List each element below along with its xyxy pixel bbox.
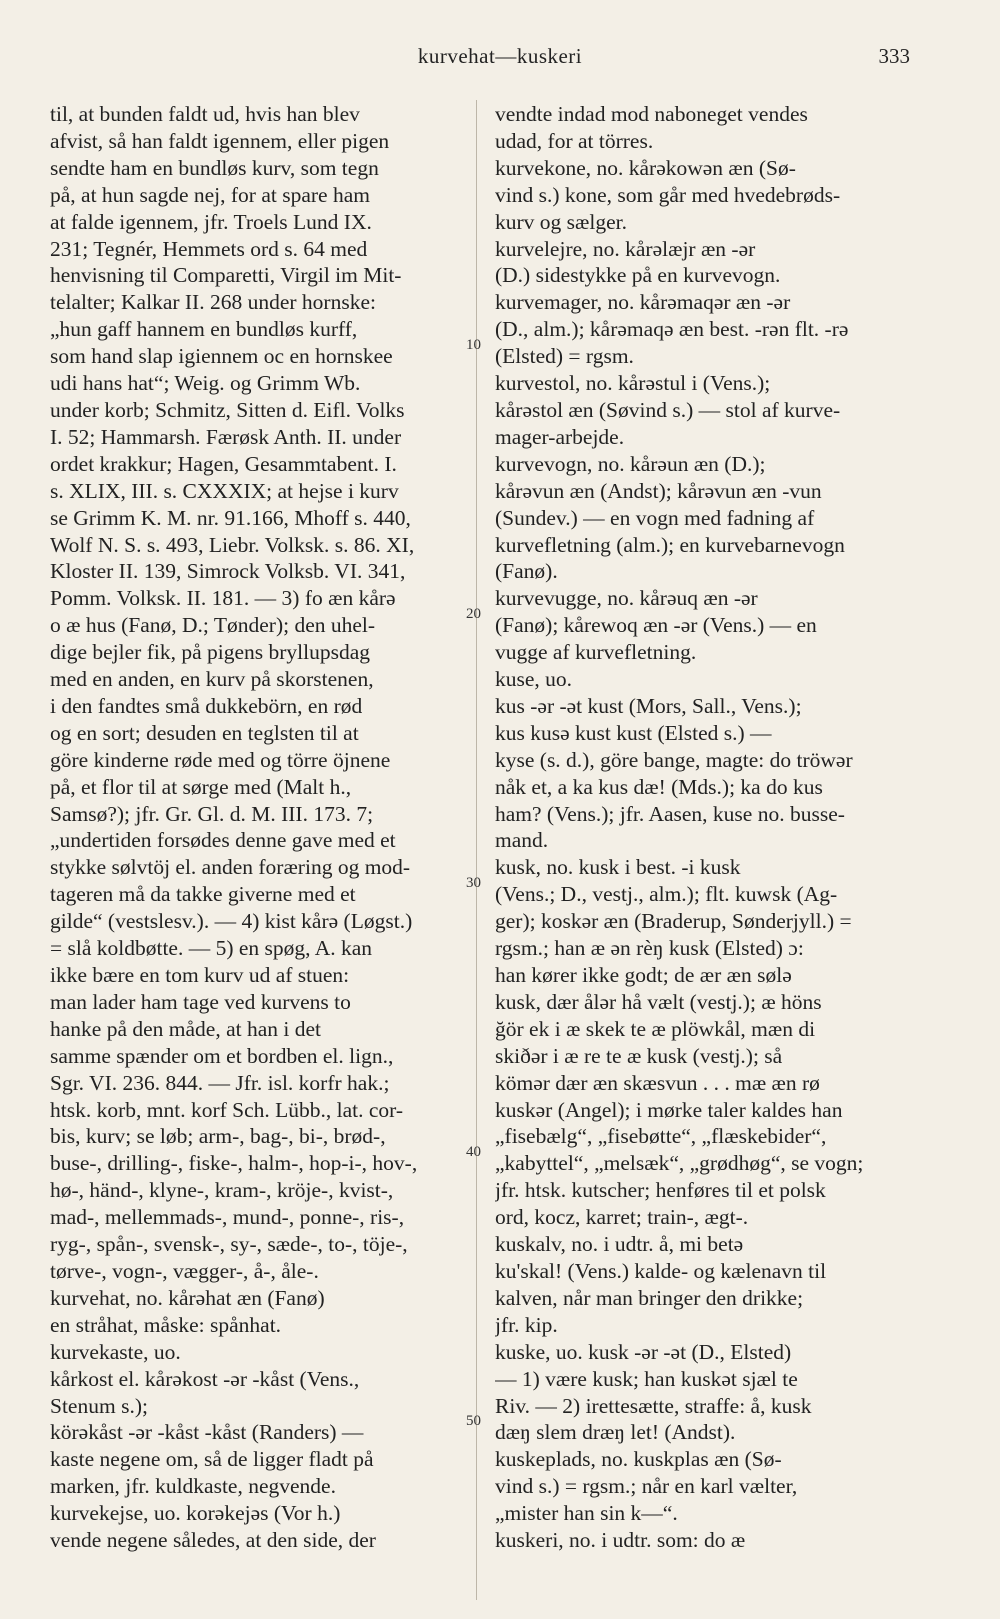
text-line: körəkåst -ər -kåst -kåst (Randers) — xyxy=(50,1420,364,1445)
text-line: (Fanø). xyxy=(495,559,558,584)
text-line: kuse, uo. xyxy=(495,667,573,692)
text-line: vugge af kurvefletning. xyxy=(495,640,697,665)
text-line: tageren må da takke giverne med et xyxy=(50,882,356,907)
text-line: nåk et, a ka kus dæ! (Mds.); ka do kus xyxy=(495,774,823,799)
text-line: (Fanø); kårewoq æn -ər (Vens.) — en xyxy=(495,613,817,638)
text-line: „mister han sin k—“. xyxy=(495,1501,678,1526)
text-line: mad-, mellemmads-, mund-, ponne-, ris-, xyxy=(50,1205,405,1230)
text-line: ger); koskər æn (Braderup, Sønderjyll.) = xyxy=(495,909,852,934)
text-line: htsk. korb, mnt. korf Sch. Lübb., lat. cor- xyxy=(50,1097,404,1122)
text-line: kurvehat, no. kårəhat æn (Fanø) xyxy=(50,1285,325,1310)
text-line: til, at bunden faldt ud, hvis han blev xyxy=(50,102,360,126)
text-line: kömər dær æn skæsvun . . . mæ æn rø xyxy=(495,1070,820,1095)
text-line: ku'skal! (Vens.) kalde- og kælenavn til xyxy=(495,1258,827,1283)
text-line: en stråhat, måske: spånhat. xyxy=(50,1312,282,1337)
text-line: s. XLIX, III. s. CXXXIX; at hejse i kurv xyxy=(50,478,399,503)
text-line: ryg-, spån-, svensk-, sy-, sæde-, to-, töje-, xyxy=(50,1232,408,1257)
text-line: i den fandtes små dukkebörn, en rød xyxy=(50,693,363,718)
text-line: med en anden, en kurv på skorstenen, xyxy=(50,667,374,692)
text-line: afvist, så han faldt igennem, eller pigen xyxy=(50,128,390,153)
text-line: kuske, uo. kusk -ər -ət (D., Elsted) xyxy=(495,1339,792,1364)
left-column xyxy=(50,101,468,1554)
text-line: I. 52; Hammarsh. Færøsk Anth. II. under xyxy=(50,424,402,449)
text-line: kuskalv, no. i udtr. å, mi betə xyxy=(495,1232,744,1257)
text-line: på, at hun sagde nej, for at spare ham xyxy=(50,182,370,207)
text-line: kårkost el. kårəkost -ər -kåst (Vens., xyxy=(50,1366,360,1391)
text-line: (Vens.; D., vestj., alm.); flt. kuwsk (Ag- xyxy=(495,882,838,907)
text-line: telalter; Kalkar II. 268 under hornske: xyxy=(50,290,376,315)
text-line: (D.) sidestykke på en kurvevogn. xyxy=(495,263,781,288)
text-line: jfr. kip. xyxy=(495,1312,558,1337)
text-line: kuskeplads, no. kuskplas æn (Sø- xyxy=(495,1447,782,1472)
text-line: kus -ər -ət kust (Mors, Sall., Vens.); xyxy=(495,693,802,718)
running-head: kurvehat—kuskeri xyxy=(417,44,583,68)
text-line: Stenum s.); xyxy=(50,1393,148,1418)
text-line: kurvekejse, uo. korəkejəs (Vor h.) xyxy=(50,1501,341,1526)
text-line: på, et flor til at sørge med (Malt h., xyxy=(50,774,352,799)
text-line: kusk, no. kusk i best. -i kusk xyxy=(495,855,741,880)
line-number: 30 xyxy=(466,875,481,891)
text-line: „kabyttel“, „melsæk“, „grødhøg“, se vogn; xyxy=(495,1151,864,1176)
text-line: kurvemager, no. kårəmaqər æn -ər xyxy=(495,290,791,315)
text-line: samme spænder om et bordben el. lign., xyxy=(50,1043,394,1068)
text-line: rgsm.; han æ ən rèŋ kusk (Elsted) ɔ: xyxy=(495,936,804,961)
text-line: sendte ham en bundløs kurv, som tegn xyxy=(50,155,379,180)
text-line: gilde“ (vestslesv.). — 4) kist kårə (Løgst.) xyxy=(50,909,413,934)
text-line: „hun gaff hannem en bundløs kurff, xyxy=(50,317,358,342)
text-line: (Sundev.) — en vogn med fadning af xyxy=(495,505,815,530)
text-line: kurvefletning (alm.); en kurvebarnevogn xyxy=(495,532,845,557)
text-line: ham? (Vens.); jfr. Aasen, kuse no. busse- xyxy=(495,801,845,826)
text-line: kurvevugge, no. kårəuq æn -ər xyxy=(495,586,758,611)
text-line: o æ hus (Fanø, D.; Tønder); den uhel- xyxy=(50,613,376,638)
text-line: göre kinderne røde med og törre öjnene xyxy=(50,747,391,772)
page-header xyxy=(0,44,1000,74)
line-number: 10 xyxy=(466,337,481,353)
column-divider xyxy=(476,100,477,1600)
text-line: dige bejler fik, på pigens bryllupsdag xyxy=(50,640,371,665)
text-line: og en sort; desuden en teglsten til at xyxy=(50,720,359,745)
text-line: kuskər (Angel); i mørke taler kaldes han xyxy=(495,1097,843,1122)
text-line: ordet krakkur; Hagen, Gesammtabent. I. xyxy=(50,451,397,476)
text-line: henvisning til Comparetti, Virgil im Mit- xyxy=(50,263,402,288)
text-line: „undertiden forsødes denne gave med et xyxy=(50,828,396,853)
text-line: han kører ikke godt; de ær æn sølə xyxy=(495,963,792,987)
text-line: at falde igennem, jfr. Troels Lund IX. xyxy=(50,209,372,234)
text-line: Kloster II. 139, Simrock Volksb. VI. 341, xyxy=(50,559,406,584)
page-number: 333 xyxy=(878,44,910,68)
text-line: vende negene således, at den side, der xyxy=(50,1528,376,1553)
text-line: kus kusə kust kust (Elsted s.) — xyxy=(495,720,772,745)
text-line: kaste negene om, så de ligger fladt på xyxy=(50,1447,374,1472)
text-line: — 1) være kusk; han kuskət sjæl te xyxy=(495,1366,798,1391)
text-line: kurvekone, no. kårəkowən æn (Sø- xyxy=(495,155,796,180)
text-line: skiðər i æ re te æ kusk (vestj.); så xyxy=(495,1043,783,1068)
text-line: buse-, drilling-, fiske-, halm-, hop-i-, hov-, xyxy=(50,1151,418,1176)
right-column xyxy=(495,101,909,1554)
text-line: bis, kurv; se løb; arm-, bag-, bi-, brød-, xyxy=(50,1124,386,1149)
line-number: 20 xyxy=(466,606,481,622)
text-line: hanke på den måde, at han i det xyxy=(50,1016,322,1041)
text-line: kurv og sælger. xyxy=(495,209,627,234)
text-line: Sgr. VI. 236. 844. — Jfr. isl. korfr hak.; xyxy=(50,1070,390,1095)
text-line: ikke bære en tom kurv ud af stuen: xyxy=(50,963,350,987)
text-line: hø-, händ-, klyne-, kram-, kröje-, kvist-, xyxy=(50,1178,394,1203)
text-line: (D., alm.); kårəmaqə æn best. -rən flt. -rə xyxy=(495,317,849,342)
text-line: kurvevogn, no. kårəun æn (D.); xyxy=(495,451,766,476)
text-line: Pomm. Volksk. II. 181. — 3) fo æn kårə xyxy=(50,586,396,611)
line-number: 40 xyxy=(466,1144,481,1160)
text-line: tørve-, vogn-, vægger-, å-, åle-. xyxy=(50,1258,319,1283)
line-number: 50 xyxy=(466,1413,481,1429)
text-line: kyse (s. d.), göre bange, magte: do tröwər xyxy=(495,747,853,772)
text-line: som hand slap igiennem oc en hornskee xyxy=(50,344,393,369)
text-line: kuskeri, no. i udtr. som: do æ xyxy=(495,1528,746,1553)
text-line: 231; Tegnér, Hemmets ord s. 64 med xyxy=(50,236,368,261)
text-line: kårəvun æn (Andst); kårəvun æn -vun xyxy=(495,478,822,503)
text-line: se Grimm K. M. nr. 91.166, Mhoff s. 440, xyxy=(50,505,411,530)
text-line: udad, for at törres. xyxy=(495,128,654,153)
text-line: udi hans hat“; Weig. og Grimm Wb. xyxy=(50,371,361,396)
text-line: jfr. htsk. kutscher; henføres til et polsk xyxy=(495,1178,826,1203)
text-line: ğör ek i æ skek te æ plöwkål, mæn di xyxy=(495,1016,816,1041)
text-line: „fisebælg“, „fisebøtte“, „flæskebider“, xyxy=(495,1124,827,1149)
text-line: kusk, dær ålər hå vælt (vestj.); æ höns xyxy=(495,989,822,1014)
text-line: kurvekaste, uo. xyxy=(50,1339,181,1364)
text-line: mand. xyxy=(495,828,549,853)
text-line: kårəstol æn (Søvind s.) — stol af kurve- xyxy=(495,397,841,422)
text-line: Wolf N. S. s. 493, Liebr. Volksk. s. 86. XI, xyxy=(50,532,415,557)
text-line: = slå koldbøtte. — 5) en spøg, A. kan xyxy=(50,936,373,961)
text-line: mager-arbejde. xyxy=(495,424,625,449)
text-line: vind s.) kone, som går med hvedebrøds- xyxy=(495,182,841,207)
text-line: man lader ham tage ved kurvens to xyxy=(50,989,351,1014)
text-line: marken, jfr. kuldkaste, negvende. xyxy=(50,1474,336,1499)
text-line: dæŋ slem dræŋ let! (Andst). xyxy=(495,1420,736,1445)
text-line: Riv. — 2) irettesætte, straffe: å, kusk xyxy=(495,1393,812,1418)
text-line: Samsø?); jfr. Gr. Gl. d. M. III. 173. 7; xyxy=(50,801,374,826)
text-line: vendte indad mod naboneget vendes xyxy=(495,102,808,126)
text-line: kurvelejre, no. kårəlæjr æn -ər xyxy=(495,236,756,261)
text-line: (Elsted) = rgsm. xyxy=(495,344,634,369)
text-line: under korb; Schmitz, Sitten d. Eifl. Volks xyxy=(50,397,405,422)
text-line: kurvestol, no. kårəstul i (Vens.); xyxy=(495,371,771,396)
text-line: vind s.) = rgsm.; når en karl vælter, xyxy=(495,1474,798,1499)
text-line: ord, kocz, karret; train-, ægt-. xyxy=(495,1205,749,1230)
text-line: kalven, når man bringer den drikke; xyxy=(495,1285,804,1310)
text-line: stykke sølvtöj el. anden foræring og mod- xyxy=(50,855,411,880)
